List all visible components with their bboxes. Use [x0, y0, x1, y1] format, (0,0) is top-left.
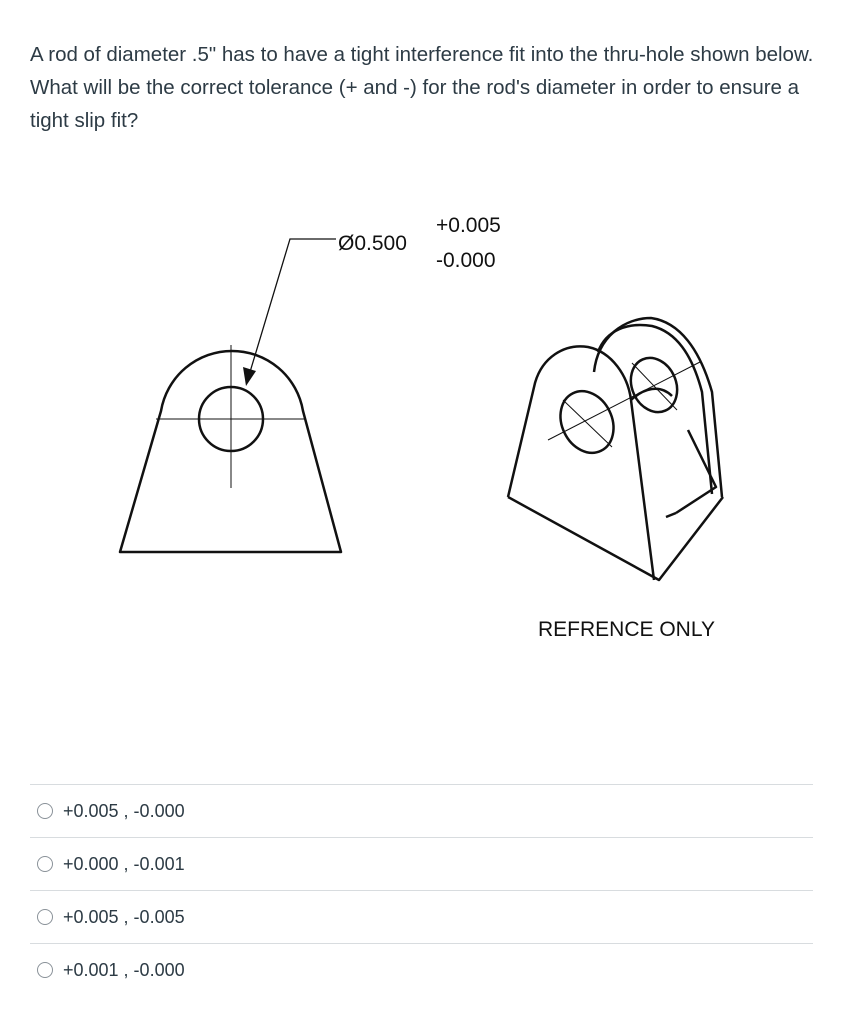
radio-button[interactable] [37, 962, 53, 978]
leader-arrowhead [243, 367, 256, 386]
answer-options [30, 784, 813, 996]
answer-label: +0.005 , -0.000 [63, 800, 185, 821]
answer-label: +0.001 , -0.000 [63, 959, 185, 980]
answer-option[interactable] [30, 837, 813, 890]
radio-button[interactable] [37, 909, 53, 925]
center-lines [156, 345, 306, 488]
radio-button[interactable] [37, 856, 53, 872]
answer-option[interactable] [30, 890, 813, 943]
reference-label: REFRENCE ONLY [538, 618, 715, 641]
dimension-leader [250, 239, 336, 372]
tolerance-lower: -0.000 [436, 249, 496, 272]
dimension-label: Ø0.500 [338, 232, 407, 255]
answer-option[interactable] [30, 784, 813, 837]
answer-label: +0.005 , -0.005 [63, 906, 185, 927]
tolerance-upper: +0.005 [436, 214, 501, 237]
radio-button[interactable] [37, 803, 53, 819]
isometric-view [508, 318, 723, 580]
answer-label: +0.000 , -0.001 [63, 853, 185, 874]
answer-option[interactable] [30, 943, 813, 996]
question-text: A rod of diameter .5" has to have a tight interference fit into the thru-hole shown below. What will be the correct tolerance (+ and -) for the rod's diameter in order to ensure a tight slip fit? [30, 43, 814, 132]
